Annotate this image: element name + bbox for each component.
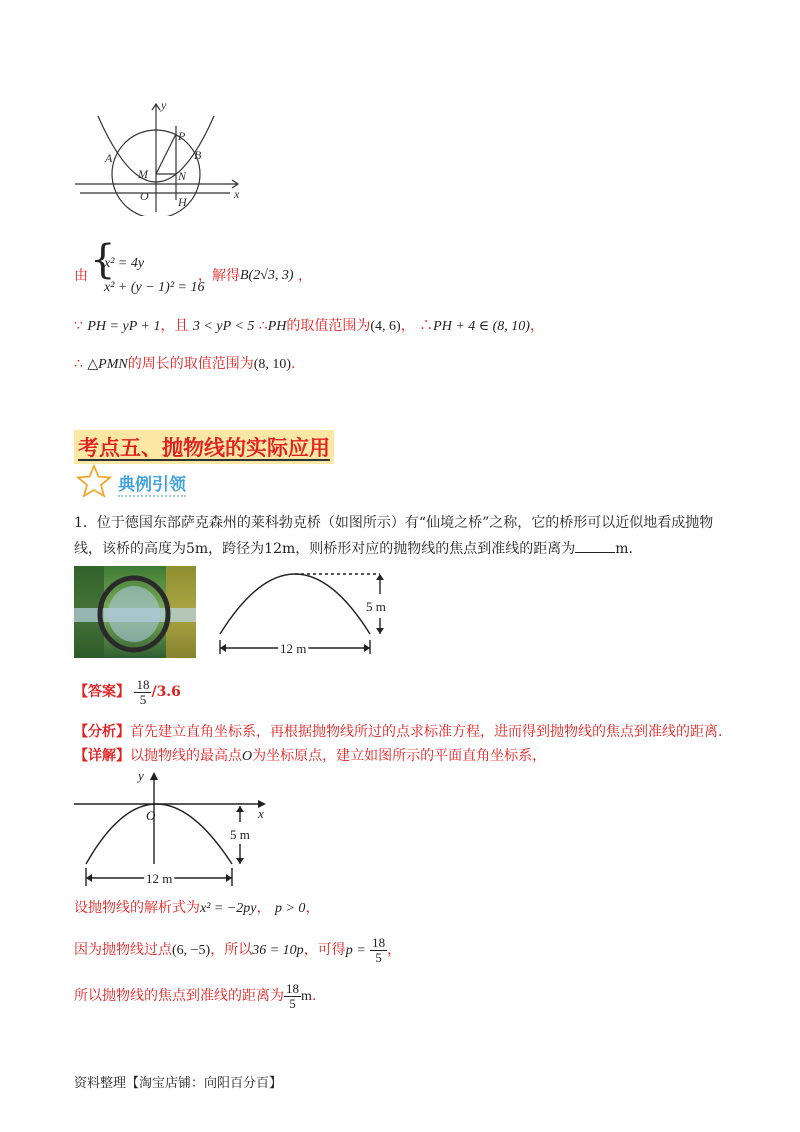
label-b: B (194, 148, 202, 162)
step-1: 设抛物线的解析式为x² = −2py， p > 0， (74, 900, 320, 916)
label-a: A (105, 151, 113, 165)
solution-result: B(2√3, 3) (240, 268, 294, 283)
figure-coordinate-arch (74, 764, 274, 890)
solution-line-2: ∵ PH = yP + 1，且 3 < yP < 5 ∴PH的取值范围为(4, 6)， ∴PH + 4 ∈ (8, 10)， (74, 318, 544, 334)
label-x: x (258, 806, 264, 821)
answer-fraction: $\frac{18}{5}$ (136, 676, 150, 707)
answer-line: 【答案】 $\frac{18}{5}$ /3.6 (74, 676, 181, 707)
detail-line: 【详解】以抛物线的最高点O为坐标原点，建立如图所示的平面直角坐标系， (74, 748, 547, 764)
height-label: 5 m (366, 599, 386, 614)
answer-blank (575, 552, 615, 553)
equation-1: x² = 4y (104, 256, 145, 271)
step-2: 因为抛物线过点(6, −5)，所以36 = 10p，可得p = $\frac{18}{5}$ ， (74, 934, 402, 965)
segment-pm (156, 134, 176, 174)
arch-parabola (220, 574, 370, 634)
star-icon (76, 464, 112, 498)
footer-text: 资料整理【淘宝店铺：向阳百分百】 (74, 1076, 283, 1091)
solution-prefix: 由 (74, 268, 88, 284)
label-x: x (234, 187, 240, 201)
label-o: O (146, 808, 156, 823)
label-m: M (138, 167, 148, 181)
label-y: y (161, 98, 167, 112)
label-p: P (178, 129, 186, 143)
solution-line-3: ∴ △PMN的周长的取值范围为(8, 10). (74, 356, 296, 372)
analysis-line: 【分析】首先建立直角坐标系，再根据抛物线所过的点求标准方程，进而得到抛物线的焦点到准线的距离. (74, 724, 723, 740)
problem-text: 1．位于德国东部萨克森州的莱科勃克桥（如图所示）有“仙境之桥”之称，它的桥形可以近似地看成抛物线，该桥的高度为5m，跨径为12m，则桥形对应的抛物线的焦点到准线的距离为 m. (74, 515, 714, 557)
section-title: 考点五、抛物线的实际应用 (74, 430, 334, 464)
solution-end: ， (298, 268, 312, 284)
p-fraction: $\frac{18}{5}$ (372, 934, 386, 965)
arch-parabola (86, 804, 232, 864)
system-brace: { (90, 237, 116, 283)
span-label: 12 m (146, 871, 173, 886)
figure-bridge-arch (214, 566, 400, 658)
label-o: O (140, 189, 149, 203)
y-axis-arrow (150, 772, 158, 780)
bridge-photo (74, 566, 196, 658)
step-3: 所以抛物线的焦点到准线的距离为 $\frac{18}{5}$ m. (74, 980, 317, 1011)
solution-mid: ，解得 (198, 268, 240, 284)
example-label: 典例引领 (118, 470, 186, 497)
span-label: 12 m (280, 641, 307, 656)
label-y: y (138, 768, 144, 783)
height-label: 5 m (230, 827, 250, 842)
equation-2: x² + (y − 1)² = 16 (104, 280, 205, 295)
label-n: N (178, 169, 187, 183)
figure-parabola-circle (70, 96, 260, 216)
distance-fraction: $\frac{18}{5}$ (286, 980, 299, 1011)
label-h: H (178, 195, 187, 209)
